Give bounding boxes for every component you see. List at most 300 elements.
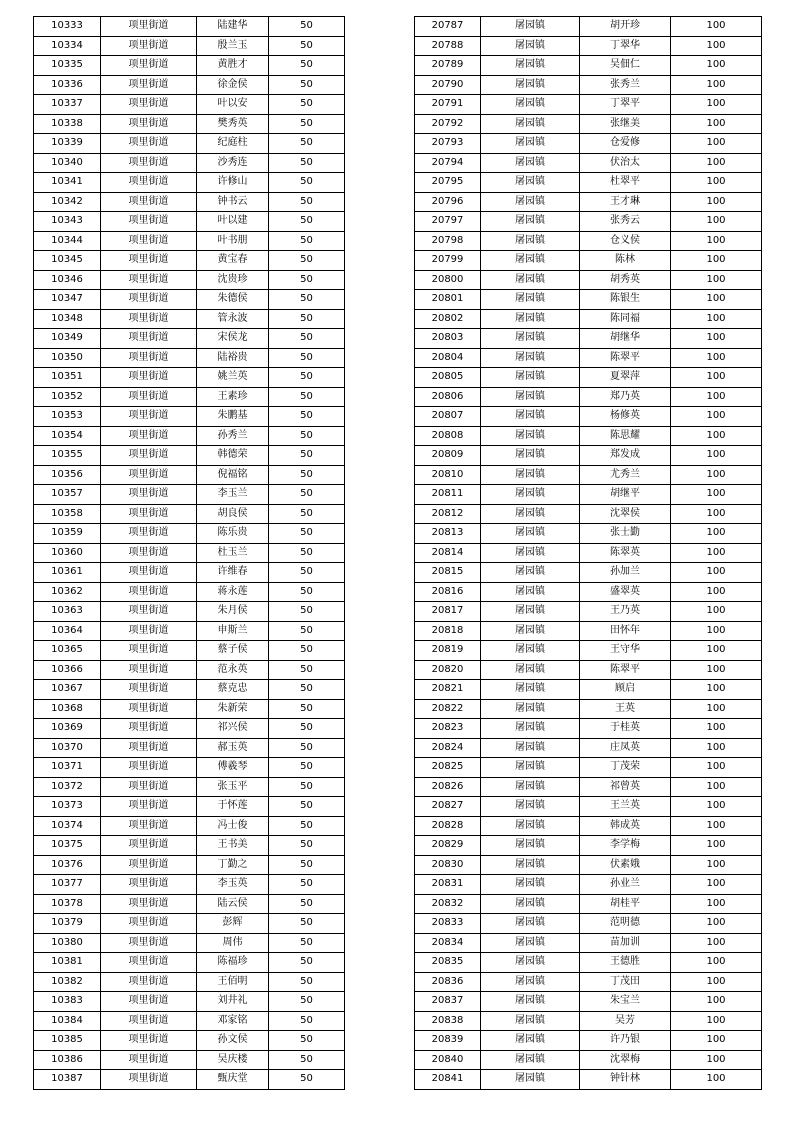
name-cell: 冯士俊	[197, 816, 269, 836]
township-cell: 屠园镇	[481, 192, 580, 212]
id-cell: 20790	[415, 75, 481, 95]
name-cell: 叶以安	[197, 95, 269, 115]
amount-cell: 50	[269, 992, 345, 1012]
name-cell: 祁曾英	[580, 777, 671, 797]
table-row	[415, 602, 762, 622]
table-row	[34, 387, 345, 407]
id-cell: 10347	[34, 290, 101, 310]
right-roster-body	[415, 17, 762, 1090]
id-cell: 20789	[415, 56, 481, 76]
amount-cell: 100	[671, 524, 762, 544]
township-cell: 屠园镇	[481, 738, 580, 758]
id-cell: 20810	[415, 465, 481, 485]
name-cell: 吴庆楼	[197, 1050, 269, 1070]
amount-cell: 100	[671, 56, 762, 76]
id-cell: 20836	[415, 972, 481, 992]
amount-cell: 50	[269, 660, 345, 680]
table-row	[34, 504, 345, 524]
amount-cell: 100	[671, 992, 762, 1012]
name-cell: 庄凤英	[580, 738, 671, 758]
amount-cell: 100	[671, 36, 762, 56]
id-cell: 20787	[415, 17, 481, 37]
amount-cell: 100	[671, 719, 762, 739]
table-row	[34, 1070, 345, 1090]
township-cell: 项里街道	[101, 95, 197, 115]
name-cell: 蔡克忠	[197, 680, 269, 700]
name-cell: 丁翠华	[580, 36, 671, 56]
table-row	[415, 699, 762, 719]
table-row	[415, 1011, 762, 1031]
name-cell: 丁茂田	[580, 972, 671, 992]
table-row	[34, 719, 345, 739]
id-cell: 10333	[34, 17, 101, 37]
township-cell: 项里街道	[101, 56, 197, 76]
township-cell: 项里街道	[101, 485, 197, 505]
township-cell: 项里街道	[101, 543, 197, 563]
id-cell: 20839	[415, 1031, 481, 1051]
township-cell: 屠园镇	[481, 914, 580, 934]
table-row	[34, 1011, 345, 1031]
township-cell: 屠园镇	[481, 641, 580, 661]
amount-cell: 100	[671, 563, 762, 583]
amount-cell: 100	[671, 231, 762, 251]
name-cell: 王英	[580, 699, 671, 719]
table-row	[34, 426, 345, 446]
right-roster-table	[414, 16, 762, 1090]
id-cell: 20824	[415, 738, 481, 758]
amount-cell: 50	[269, 797, 345, 817]
table-row	[415, 621, 762, 641]
township-cell: 项里街道	[101, 368, 197, 388]
name-cell: 殷兰玉	[197, 36, 269, 56]
amount-cell: 50	[269, 290, 345, 310]
name-cell: 丁茂荣	[580, 758, 671, 778]
amount-cell: 50	[269, 972, 345, 992]
name-cell: 沈翠梅	[580, 1050, 671, 1070]
table-row	[34, 231, 345, 251]
name-cell: 胡良侯	[197, 504, 269, 524]
township-cell: 项里街道	[101, 855, 197, 875]
amount-cell: 100	[671, 348, 762, 368]
table-row	[415, 972, 762, 992]
township-cell: 项里街道	[101, 114, 197, 134]
id-cell: 10371	[34, 758, 101, 778]
township-cell: 项里街道	[101, 582, 197, 602]
township-cell: 屠园镇	[481, 75, 580, 95]
township-cell: 屠园镇	[481, 231, 580, 251]
name-cell: 陈翠平	[580, 348, 671, 368]
name-cell: 王素珍	[197, 387, 269, 407]
township-cell: 项里街道	[101, 290, 197, 310]
amount-cell: 50	[269, 446, 345, 466]
township-cell: 项里街道	[101, 446, 197, 466]
name-cell: 胡桂平	[580, 894, 671, 914]
table-row	[34, 914, 345, 934]
table-row	[34, 465, 345, 485]
amount-cell: 100	[671, 621, 762, 641]
table-row	[34, 836, 345, 856]
township-cell: 项里街道	[101, 602, 197, 622]
amount-cell: 100	[671, 95, 762, 115]
township-cell: 项里街道	[101, 1050, 197, 1070]
id-cell: 10359	[34, 524, 101, 544]
amount-cell: 50	[269, 95, 345, 115]
amount-cell: 50	[269, 582, 345, 602]
name-cell: 邓家铭	[197, 1011, 269, 1031]
name-cell: 朱新荣	[197, 699, 269, 719]
table-row	[415, 524, 762, 544]
amount-cell: 50	[269, 680, 345, 700]
name-cell: 朱月侯	[197, 602, 269, 622]
table-row	[415, 17, 762, 37]
name-cell: 于桂英	[580, 719, 671, 739]
township-cell: 屠园镇	[481, 797, 580, 817]
township-cell: 屠园镇	[481, 290, 580, 310]
table-row	[34, 816, 345, 836]
amount-cell: 100	[671, 329, 762, 349]
id-cell: 10360	[34, 543, 101, 563]
id-cell: 10358	[34, 504, 101, 524]
table-row	[415, 582, 762, 602]
id-cell: 10362	[34, 582, 101, 602]
amount-cell: 50	[269, 543, 345, 563]
township-cell: 项里街道	[101, 660, 197, 680]
id-cell: 10365	[34, 641, 101, 661]
amount-cell: 50	[269, 251, 345, 271]
id-cell: 10366	[34, 660, 101, 680]
id-cell: 10381	[34, 953, 101, 973]
id-cell: 20811	[415, 485, 481, 505]
township-cell: 屠园镇	[481, 680, 580, 700]
township-cell: 项里街道	[101, 173, 197, 193]
amount-cell: 100	[671, 504, 762, 524]
name-cell: 丁翠平	[580, 95, 671, 115]
township-cell: 屠园镇	[481, 894, 580, 914]
table-row	[34, 192, 345, 212]
table-row	[34, 446, 345, 466]
name-cell: 杜玉兰	[197, 543, 269, 563]
township-cell: 屠园镇	[481, 563, 580, 583]
township-cell: 项里街道	[101, 153, 197, 173]
township-cell: 项里街道	[101, 699, 197, 719]
name-cell: 傅羲琴	[197, 758, 269, 778]
amount-cell: 50	[269, 504, 345, 524]
name-cell: 沙秀连	[197, 153, 269, 173]
amount-cell: 100	[671, 855, 762, 875]
township-cell: 屠园镇	[481, 387, 580, 407]
amount-cell: 50	[269, 153, 345, 173]
table-row	[415, 485, 762, 505]
name-cell: 郑乃英	[580, 387, 671, 407]
amount-cell: 50	[269, 212, 345, 232]
township-cell: 屠园镇	[481, 251, 580, 271]
name-cell: 陈思耀	[580, 426, 671, 446]
id-cell: 10340	[34, 153, 101, 173]
township-cell: 屠园镇	[481, 407, 580, 427]
amount-cell: 100	[671, 75, 762, 95]
name-cell: 韩德荣	[197, 446, 269, 466]
amount-cell: 50	[269, 231, 345, 251]
name-cell: 蔡子侯	[197, 641, 269, 661]
township-cell: 屠园镇	[481, 933, 580, 953]
amount-cell: 100	[671, 270, 762, 290]
amount-cell: 50	[269, 777, 345, 797]
name-cell: 伏治太	[580, 153, 671, 173]
id-cell: 10363	[34, 602, 101, 622]
amount-cell: 100	[671, 797, 762, 817]
amount-cell: 100	[671, 914, 762, 934]
name-cell: 李玉兰	[197, 485, 269, 505]
table-row	[34, 153, 345, 173]
id-cell: 20841	[415, 1070, 481, 1090]
amount-cell: 50	[269, 1031, 345, 1051]
name-cell: 伏素娥	[580, 855, 671, 875]
table-row	[415, 777, 762, 797]
name-cell: 姚兰英	[197, 368, 269, 388]
amount-cell: 50	[269, 738, 345, 758]
amount-cell: 100	[671, 738, 762, 758]
amount-cell: 100	[671, 1011, 762, 1031]
name-cell: 祁兴侯	[197, 719, 269, 739]
id-cell: 10361	[34, 563, 101, 583]
amount-cell: 50	[269, 836, 345, 856]
township-cell: 屠园镇	[481, 524, 580, 544]
table-row	[415, 309, 762, 329]
id-cell: 20801	[415, 290, 481, 310]
table-row	[34, 699, 345, 719]
id-cell: 10355	[34, 446, 101, 466]
township-cell: 项里街道	[101, 407, 197, 427]
name-cell: 于怀莲	[197, 797, 269, 817]
township-cell: 屠园镇	[481, 270, 580, 290]
amount-cell: 100	[671, 485, 762, 505]
name-cell: 王才琳	[580, 192, 671, 212]
name-cell: 黄宝春	[197, 251, 269, 271]
name-cell: 申斯兰	[197, 621, 269, 641]
name-cell: 甄庆堂	[197, 1070, 269, 1090]
id-cell: 20826	[415, 777, 481, 797]
township-cell: 屠园镇	[481, 114, 580, 134]
id-cell: 10370	[34, 738, 101, 758]
name-cell: 胡继平	[580, 485, 671, 505]
table-row	[34, 56, 345, 76]
name-cell: 王守华	[580, 641, 671, 661]
amount-cell: 50	[269, 134, 345, 154]
amount-cell: 100	[671, 777, 762, 797]
township-cell: 屠园镇	[481, 699, 580, 719]
id-cell: 20835	[415, 953, 481, 973]
name-cell: 张玉平	[197, 777, 269, 797]
name-cell: 黄胜才	[197, 56, 269, 76]
table-row	[415, 680, 762, 700]
amount-cell: 100	[671, 816, 762, 836]
name-cell: 倪福铭	[197, 465, 269, 485]
amount-cell: 50	[269, 933, 345, 953]
amount-cell: 50	[269, 1070, 345, 1090]
amount-cell: 50	[269, 329, 345, 349]
name-cell: 仓义侯	[580, 231, 671, 251]
name-cell: 郑发成	[580, 446, 671, 466]
township-cell: 项里街道	[101, 134, 197, 154]
id-cell: 10339	[34, 134, 101, 154]
amount-cell: 50	[269, 192, 345, 212]
id-cell: 20833	[415, 914, 481, 934]
table-row	[415, 114, 762, 134]
id-cell: 20837	[415, 992, 481, 1012]
name-cell: 周伟	[197, 933, 269, 953]
township-cell: 屠园镇	[481, 953, 580, 973]
township-cell: 屠园镇	[481, 1011, 580, 1031]
amount-cell: 50	[269, 56, 345, 76]
id-cell: 10383	[34, 992, 101, 1012]
amount-cell: 50	[269, 387, 345, 407]
township-cell: 项里街道	[101, 758, 197, 778]
table-row	[415, 1070, 762, 1090]
name-cell: 胡秀英	[580, 270, 671, 290]
name-cell: 苗加训	[580, 933, 671, 953]
id-cell: 10386	[34, 1050, 101, 1070]
table-row	[415, 660, 762, 680]
amount-cell: 100	[671, 17, 762, 37]
id-cell: 10364	[34, 621, 101, 641]
township-cell: 项里街道	[101, 641, 197, 661]
township-cell: 项里街道	[101, 1031, 197, 1051]
township-cell: 项里街道	[101, 465, 197, 485]
id-cell: 10345	[34, 251, 101, 271]
township-cell: 项里街道	[101, 1011, 197, 1031]
township-cell: 项里街道	[101, 621, 197, 641]
table-row	[34, 972, 345, 992]
amount-cell: 50	[269, 75, 345, 95]
id-cell: 10379	[34, 914, 101, 934]
id-cell: 20838	[415, 1011, 481, 1031]
id-cell: 10335	[34, 56, 101, 76]
table-row	[415, 446, 762, 466]
name-cell: 许维春	[197, 563, 269, 583]
township-cell: 屠园镇	[481, 972, 580, 992]
name-cell: 王德胜	[580, 953, 671, 973]
township-cell: 项里街道	[101, 1070, 197, 1090]
name-cell: 盛翠英	[580, 582, 671, 602]
table-row	[415, 758, 762, 778]
name-cell: 张士勤	[580, 524, 671, 544]
id-cell: 20804	[415, 348, 481, 368]
township-cell: 项里街道	[101, 972, 197, 992]
id-cell: 10382	[34, 972, 101, 992]
township-cell: 项里街道	[101, 348, 197, 368]
township-cell: 项里街道	[101, 192, 197, 212]
township-cell: 屠园镇	[481, 173, 580, 193]
table-row	[415, 738, 762, 758]
name-cell: 陆云侯	[197, 894, 269, 914]
amount-cell: 50	[269, 816, 345, 836]
amount-cell: 100	[671, 1031, 762, 1051]
name-cell: 丁勤之	[197, 855, 269, 875]
township-cell: 项里街道	[101, 680, 197, 700]
table-row	[34, 680, 345, 700]
table-row	[415, 816, 762, 836]
amount-cell: 50	[269, 1050, 345, 1070]
table-row	[415, 387, 762, 407]
township-cell: 屠园镇	[481, 309, 580, 329]
table-row	[34, 251, 345, 271]
township-cell: 项里街道	[101, 875, 197, 895]
amount-cell: 100	[671, 933, 762, 953]
table-row	[415, 270, 762, 290]
amount-cell: 100	[671, 602, 762, 622]
table-row	[34, 992, 345, 1012]
table-row	[34, 407, 345, 427]
name-cell: 陈福珍	[197, 953, 269, 973]
township-cell: 屠园镇	[481, 719, 580, 739]
table-row	[34, 17, 345, 37]
name-cell: 吴芳	[580, 1011, 671, 1031]
table-row	[415, 855, 762, 875]
table-row	[34, 953, 345, 973]
amount-cell: 50	[269, 914, 345, 934]
name-cell: 叶书朋	[197, 231, 269, 251]
name-cell: 沈贵珍	[197, 270, 269, 290]
amount-cell: 100	[671, 446, 762, 466]
id-cell: 20803	[415, 329, 481, 349]
amount-cell: 100	[671, 1070, 762, 1090]
table-row	[415, 212, 762, 232]
id-cell: 20802	[415, 309, 481, 329]
id-cell: 10367	[34, 680, 101, 700]
name-cell: 钟书云	[197, 192, 269, 212]
id-cell: 20820	[415, 660, 481, 680]
amount-cell: 100	[671, 972, 762, 992]
amount-cell: 100	[671, 953, 762, 973]
name-cell: 陈乐贵	[197, 524, 269, 544]
id-cell: 20827	[415, 797, 481, 817]
name-cell: 李学梅	[580, 836, 671, 856]
township-cell: 屠园镇	[481, 777, 580, 797]
amount-cell: 50	[269, 465, 345, 485]
name-cell: 孙加兰	[580, 563, 671, 583]
id-cell: 20832	[415, 894, 481, 914]
id-cell: 20792	[415, 114, 481, 134]
name-cell: 陆建华	[197, 17, 269, 37]
id-cell: 10344	[34, 231, 101, 251]
amount-cell: 100	[671, 465, 762, 485]
id-cell: 10343	[34, 212, 101, 232]
township-cell: 屠园镇	[481, 446, 580, 466]
amount-cell: 100	[671, 134, 762, 154]
id-cell: 20822	[415, 699, 481, 719]
amount-cell: 100	[671, 836, 762, 856]
id-cell: 20830	[415, 855, 481, 875]
name-cell: 徐金侯	[197, 75, 269, 95]
amount-cell: 100	[671, 212, 762, 232]
amount-cell: 50	[269, 309, 345, 329]
table-row	[415, 290, 762, 310]
id-cell: 10384	[34, 1011, 101, 1031]
amount-cell: 100	[671, 641, 762, 661]
township-cell: 项里街道	[101, 75, 197, 95]
township-cell: 屠园镇	[481, 816, 580, 836]
id-cell: 20831	[415, 875, 481, 895]
township-cell: 项里街道	[101, 387, 197, 407]
id-cell: 10341	[34, 173, 101, 193]
table-row	[34, 738, 345, 758]
name-cell: 朱宝兰	[580, 992, 671, 1012]
amount-cell: 100	[671, 1050, 762, 1070]
name-cell: 吴佃仁	[580, 56, 671, 76]
table-row	[415, 56, 762, 76]
name-cell: 朱鹏基	[197, 407, 269, 427]
table-row	[34, 36, 345, 56]
